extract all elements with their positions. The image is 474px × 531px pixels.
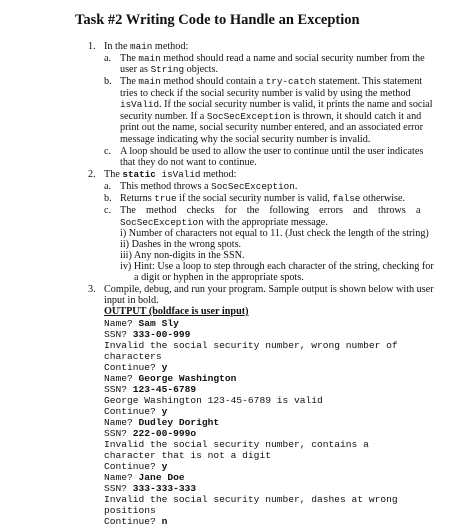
- item1c-label: c.: [104, 146, 112, 157]
- output-text: Continue?: [104, 461, 162, 472]
- output-text: Name?: [104, 318, 139, 329]
- output-text: Invalid the social security number, wrong number of: [104, 340, 398, 351]
- user-input: 333-00-999: [132, 329, 191, 340]
- user-input: n: [161, 516, 168, 527]
- item1b-line2: tries to check if the social security number is valid by using the method: [120, 88, 411, 99]
- item1b-label: b.: [104, 76, 112, 87]
- item2a-line: This method throws a SocSecException.: [120, 181, 298, 192]
- item2b-label: b.: [104, 193, 112, 204]
- item1a-label: a.: [104, 53, 112, 64]
- user-input: George Washington: [138, 373, 237, 384]
- output-line: [104, 373, 236, 384]
- output-text: George Washington 123-45-6789 is valid: [104, 395, 323, 406]
- user-input: y: [161, 362, 168, 373]
- output-text: SSN?: [104, 428, 133, 439]
- page-title: Task #2 Writing Code to Handle an Exception: [75, 12, 360, 28]
- user-input: Sam Sly: [138, 318, 179, 329]
- item2c-sub-i: i) Number of characters not equal to 11. (Just check the length of the string): [120, 228, 429, 239]
- output-line: [104, 318, 179, 329]
- item1b-line1: The main method should contain a try-catch statement. This statement: [120, 76, 423, 87]
- output-line: [104, 461, 167, 472]
- user-input: 333-333-333: [132, 483, 197, 494]
- user-input: 222-00-999o: [132, 428, 197, 439]
- output-text: Invalid the social security number, dashes at wrong: [104, 494, 398, 505]
- item1b-line3: isValid. If the social security number is valid, it prints the name and social: [120, 99, 433, 110]
- output-line: [104, 340, 398, 351]
- item1-intro: In the main method:: [104, 41, 189, 52]
- item3-line2: input in bold.: [104, 295, 159, 306]
- output-text: SSN?: [104, 329, 133, 340]
- user-input: Jane Doe: [138, 472, 185, 483]
- item2c-line1: The method checks for the following errors and throws a: [120, 205, 421, 216]
- output-text: character that is not a digit: [104, 450, 271, 461]
- output-text: Continue?: [104, 362, 162, 373]
- output-text: characters: [104, 351, 162, 362]
- item1b-line6: message indicating why the social security number is invalid.: [120, 134, 371, 145]
- output-line: [104, 494, 398, 505]
- item1a-line2: user as String objects.: [120, 64, 218, 75]
- item1c-line1: A loop should be used to allow the user to continue until the user indicates: [120, 146, 424, 157]
- item2-number: 2.: [88, 169, 96, 180]
- user-input: 123-45-6789: [132, 384, 197, 395]
- output-line: [104, 351, 162, 362]
- item3-line1: Compile, debug, and run your program. Sample output is shown below with user: [104, 284, 434, 295]
- item2c-line2: SocSecException with the appropriate message.: [120, 217, 328, 228]
- output-line: [104, 450, 271, 461]
- output-line: [104, 384, 196, 395]
- output-text: positions: [104, 505, 156, 516]
- item2c-sub-iv-line2: a digit or hyphen in the appropriate spots.: [134, 272, 304, 283]
- output-line: [104, 472, 185, 483]
- item2c-label: c.: [104, 205, 112, 216]
- item3-number: 3.: [88, 284, 96, 295]
- item1b-line4: security number. If a SocSecException is thrown, it should catch it and: [120, 111, 422, 122]
- output-text: Name?: [104, 472, 139, 483]
- output-line: [104, 483, 196, 494]
- output-line: [104, 362, 167, 373]
- output-line: [104, 505, 156, 516]
- item1b-line5: print out the name, social security number entered, and an associated error: [120, 122, 423, 133]
- output-text: Name?: [104, 373, 139, 384]
- output-line: [104, 329, 190, 340]
- output-text: Continue?: [104, 516, 162, 527]
- item1-number: 1.: [88, 41, 96, 52]
- output-text: Invalid the social security number, contains a: [104, 439, 369, 450]
- user-input: y: [161, 461, 168, 472]
- output-line: [104, 516, 167, 527]
- output-text: SSN?: [104, 384, 133, 395]
- item1a-line1: The main method should read a name and social security number from the: [120, 53, 425, 64]
- output-text: Name?: [104, 417, 139, 428]
- output-text: SSN?: [104, 483, 133, 494]
- output-line: [104, 417, 219, 428]
- item2c-sub-ii: ii) Dashes in the wrong spots.: [120, 239, 242, 250]
- item1c-line2: that they do not want to continue.: [120, 157, 257, 168]
- item2c-sub-iv-line1: iv) Hint: Use a loop to step through each character of the string, checking for: [120, 261, 434, 272]
- output-line: [104, 395, 323, 406]
- output-line: [104, 406, 167, 417]
- user-input: y: [161, 406, 168, 417]
- user-input: Dudley Doright: [138, 417, 220, 428]
- item2c-sub-iii: iii) Any non-digits in the SSN.: [120, 250, 245, 261]
- output-line: [104, 439, 369, 450]
- item2-intro: The static isValid method:: [104, 169, 237, 180]
- item2a-label: a.: [104, 181, 112, 192]
- output-heading: OUTPUT (boldface is user input): [104, 306, 249, 317]
- item2b-line: Returns true if the social security number is valid, false otherwise.: [120, 193, 406, 204]
- output-line: [104, 428, 196, 439]
- output-text: Continue?: [104, 406, 162, 417]
